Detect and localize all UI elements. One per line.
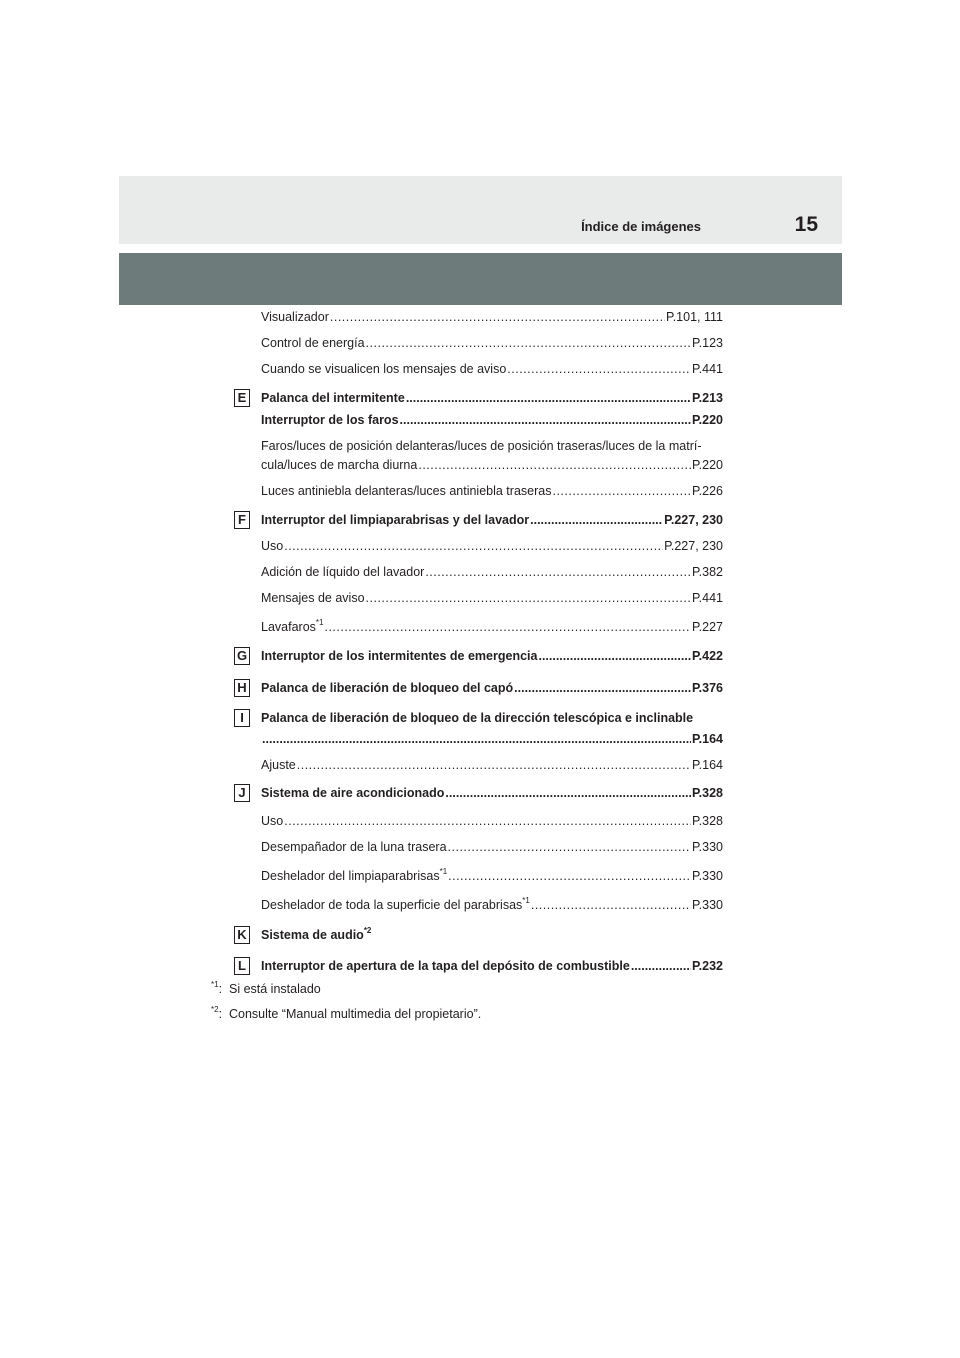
toc-entry-ajuste[interactable]: Ajuste ..... P.164 — [261, 757, 723, 773]
section-letter-k: K — [234, 926, 250, 944]
toc-entry-direccion-line2[interactable]: ..... P.164 — [261, 731, 723, 747]
toc-entry-sistema-audio[interactable]: Sistema de audio$^{*2}$ — [261, 926, 372, 942]
footnote-2: $^{*2}$: Consulte “Manual multimedia del propietario”. — [211, 1005, 482, 1021]
footnote-ref: *1 — [522, 896, 530, 905]
toc-entry-direccion-line1: Palanca de liberación de bloqueo de la dirección telescópica e inclinable — [261, 711, 694, 725]
toc-entry-control-energia[interactable]: Control de energía ..... P.123 — [261, 335, 723, 351]
section-letter-i: I — [234, 709, 250, 727]
section-letter-l: L — [234, 957, 250, 975]
footnote-ref: *1 — [439, 867, 448, 876]
section-letter-g: G — [234, 647, 250, 665]
toc-entry-bloqueo-capo[interactable]: Palanca de liberación de bloqueo del capó ..... P.376 — [261, 680, 723, 696]
toc-entry-lavafaros[interactable]: Lavafaros$^{*1}$ ..... P.227 — [261, 619, 723, 635]
footnote-ref: *2 — [363, 926, 372, 935]
toc-entry-deshelador-limpia[interactable]: Deshelador del limpiaparabrisas$^{*1}$ ..... P.330 — [261, 868, 723, 884]
section-letter-h: H — [234, 679, 250, 697]
toc-entry-deshelador-parabrisas[interactable]: Deshelador de toda la superficie del parabrisas$^{*1}$ ..... P.330 — [261, 897, 723, 913]
footnote-1: $^{*1}$: Si está instalado — [211, 980, 321, 996]
toc-entry-visualizador[interactable]: Visualizador ..... P.101, 111 — [261, 309, 723, 325]
page-number: 15 — [794, 213, 818, 236]
toc-entry-faros-line1: Faros/luces de posición delanteras/luces de posición traseras/luces de la matrí- — [261, 439, 702, 453]
toc-entry-tapa-combustible[interactable]: Interruptor de apertura de la tapa del depósito de combustible ..... P.232 — [261, 958, 723, 974]
toc-entry-uso-aire[interactable]: Uso ..... P.328 — [261, 813, 723, 829]
section-letter-f: F — [234, 511, 250, 529]
section-title: Índice de imágenes — [581, 219, 701, 234]
footnote-ref: *1 — [315, 618, 324, 627]
toc-entry-intermitentes-emergencia[interactable]: Interruptor de los intermitentes de emergencia ..... P.422 — [261, 648, 723, 664]
toc-entry-antiniebla[interactable]: Luces antiniebla delanteras/luces antiniebla traseras ..... P.226 — [261, 483, 723, 499]
toc-entry-interruptor-faros[interactable]: Interruptor de los faros ..... P.220 — [261, 412, 723, 428]
toc-entry-mensajes-aviso-2[interactable]: Mensajes de aviso ..... P.441 — [261, 590, 723, 606]
toc-entry-aire-acondicionado[interactable]: Sistema de aire acondicionado ..... P.328 — [261, 785, 723, 801]
toc-entry-limpiaparabrisas[interactable]: Interruptor del limpiaparabrisas y del lavador ..... P.227, 230 — [261, 512, 723, 528]
toc-entry-faros-line2[interactable]: cula/luces de marcha diurna ..... P.220 — [261, 457, 723, 473]
toc-entry-adicion-liquido[interactable]: Adición de líquido del lavador ..... P.382 — [261, 564, 723, 580]
section-letter-j: J — [234, 784, 250, 802]
toc-entry-desempanador[interactable]: Desempañador de la luna trasera ..... P.330 — [261, 839, 723, 855]
toc-entry-palanca-intermitente[interactable]: Palanca del intermitente ..... P.213 — [261, 390, 723, 406]
toc-entry-mensajes-aviso[interactable]: Cuando se visualicen los mensajes de aviso ..... P.441 — [261, 361, 723, 377]
toc-entry-uso-limpia[interactable]: Uso ..... P.227, 230 — [261, 538, 723, 554]
section-letter-e: E — [234, 389, 250, 407]
